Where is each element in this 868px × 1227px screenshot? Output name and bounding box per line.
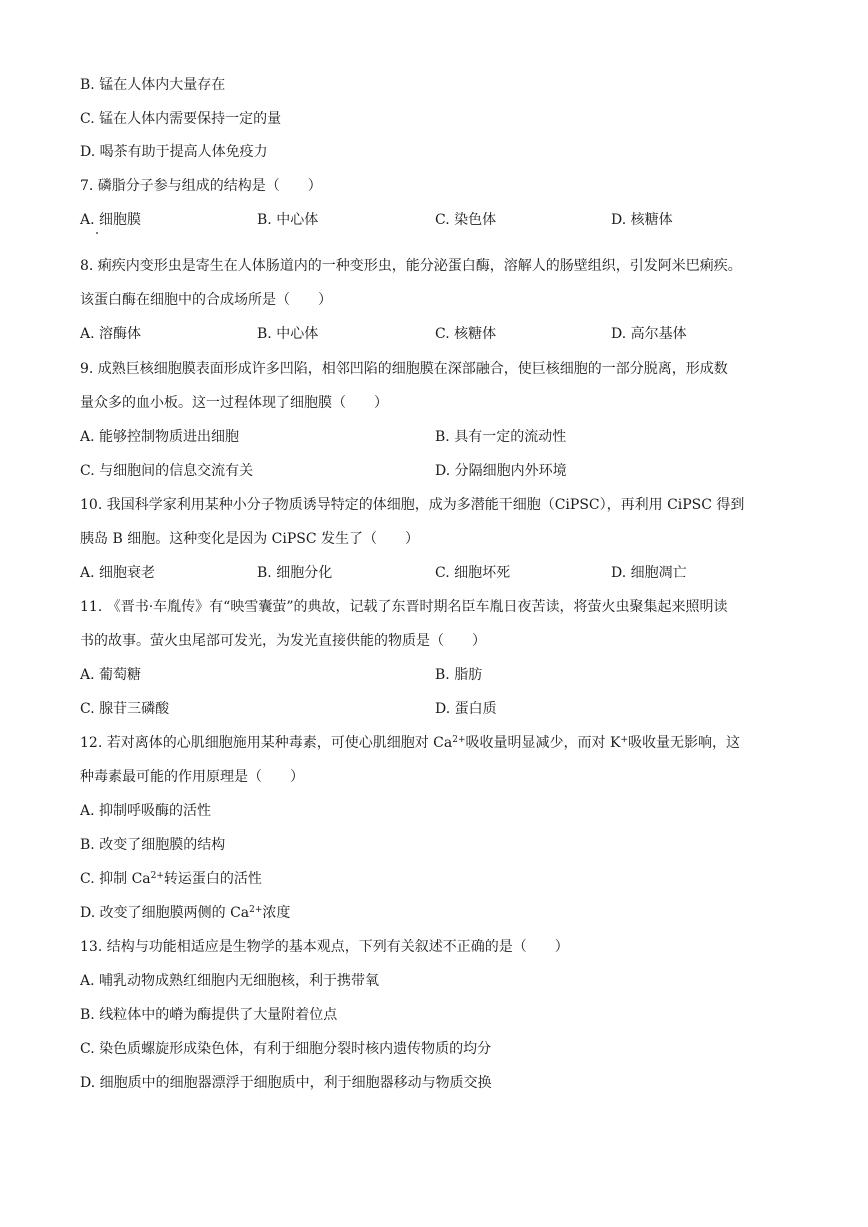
q7-option-d: D. 核糖体 (611, 212, 673, 228)
q8-option-d: D. 高尔基体 (611, 326, 687, 342)
q8-option-a: A. 溶酶体 (80, 326, 142, 342)
calcium-charge: 2+ (150, 871, 164, 881)
calcium-charge: 2+ (249, 905, 263, 915)
q6-option-d: D. 喝茶有助于提高人体免疫力 (80, 144, 268, 160)
q9-stem-line1: 9. 成熟巨核细胞膜表面形成许多凹陷，相邻凹陷的细胞膜在深部融合，使巨核细胞的一部分脱离，形成数 (80, 361, 728, 377)
q12-stem-line2: 种毒素最可能的作用原理是（ ） (80, 769, 304, 785)
q12-option-b: B. 改变了细胞膜的结构 (80, 837, 226, 853)
q11-option-a: A. 葡萄糖 (80, 667, 142, 683)
q11-option-b: B. 脂肪 (435, 667, 483, 683)
stray-dot (96, 232, 98, 234)
q12-option-d-part1: D. 改变了细胞膜两侧的 Ca (80, 905, 250, 921)
q7-option-c: C. 染色体 (435, 212, 497, 228)
q13-stem: 13. 结构与功能相适应是生物学的基本观点，下列有关叙述不正确的是（ ） (80, 939, 569, 955)
calcium-charge: 2+ (452, 735, 466, 745)
q9-option-c: C. 与细胞间的信息交流有关 (80, 463, 254, 479)
q13-option-b: B. 线粒体中的嵴为酶提供了大量附着位点 (80, 1007, 338, 1023)
q7-option-b: B. 中心体 (257, 212, 319, 228)
q10-option-b: B. 细胞分化 (257, 565, 333, 581)
q12-option-c-part1: C. 抑制 Ca (80, 871, 151, 887)
q12-option-c (80, 869, 262, 889)
q7-option-a: A. 细胞膜 (80, 212, 142, 228)
q12-option-d (80, 903, 290, 923)
q11-option-c: C. 腺苷三磷酸 (80, 701, 170, 717)
q9-stem-line2: 量众多的血小板。这一过程体现了细胞膜（ ） (80, 395, 388, 411)
q10-stem-line1: 10. 我国科学家利用某种小分子物质诱导特定的体细胞，成为多潜能干细胞（CiPSC），再利用 CiPSC 得到 (80, 497, 745, 513)
q11-stem-line2: 书的故事。萤火虫尾部可发光，为发光直接供能的物质是（ ） (80, 633, 486, 649)
q6-option-b: B. 锰在人体内大量存在 (80, 77, 226, 93)
q12-option-d-part2: 浓度 (262, 905, 291, 921)
q10-option-c: C. 细胞坏死 (435, 565, 511, 581)
q11-option-d: D. 蛋白质 (435, 701, 497, 717)
q10-option-d: D. 细胞凋亡 (611, 565, 687, 581)
q13-option-d: D. 细胞质中的细胞器漂浮于细胞质中，利于细胞器移动与物质交换 (80, 1075, 492, 1091)
q12-stem-part3: 吸收量无影响，这 (627, 735, 740, 751)
q13-option-c: C. 染色质螺旋形成染色体，有利于细胞分裂时核内遗传物质的均分 (80, 1041, 492, 1057)
q8-option-c: C. 核糖体 (435, 326, 497, 342)
q8-stem-line1: 8. 痢疾内变形虫是寄生在人体肠道内的一种变形虫，能分泌蛋白酶，溶解人的肠壁组织，引发阿米巴痢疾。 (80, 258, 742, 274)
q12-stem-line1 (80, 733, 740, 753)
q9-option-a: A. 能够控制物质进出细胞 (80, 429, 240, 445)
q6-option-c: C. 锰在人体内需要保持一定的量 (80, 111, 282, 127)
q10-stem-line2: 胰岛 B 细胞。这种变化是因为 CiPSC 发生了（ ） (80, 531, 419, 547)
q9-option-b: B. 具有一定的流动性 (435, 429, 567, 445)
potassium-charge: + (620, 735, 628, 745)
q10-option-a: A. 细胞衰老 (80, 565, 156, 581)
q12-stem-part2: 吸收量明显减少，而对 K (465, 735, 621, 751)
q8-option-b: B. 中心体 (257, 326, 319, 342)
q8-stem-line2: 该蛋白酶在细胞中的合成场所是（ ） (80, 292, 332, 308)
q7-stem: 7. 磷脂分子参与组成的结构是（ ） (80, 178, 322, 194)
q9-option-d: D. 分隔细胞内外环境 (435, 463, 567, 479)
q12-option-a: A. 抑制呼吸酶的活性 (80, 803, 212, 819)
q11-stem-line1: 11. 《晋书·车胤传》有“映雪囊萤”的典故，记载了东晋时期名臣车胤日夜苦读，将萤火虫聚集起来照明读 (80, 599, 728, 615)
q12-option-c-part2: 转运蛋白的活性 (163, 871, 262, 887)
q12-stem-part1: 12. 若对离体的心肌细胞施用某种毒素，可使心肌细胞对 Ca (80, 735, 453, 751)
q13-option-a: A. 哺乳动物成熟红细胞内无细胞核，利于携带氧 (80, 973, 380, 989)
